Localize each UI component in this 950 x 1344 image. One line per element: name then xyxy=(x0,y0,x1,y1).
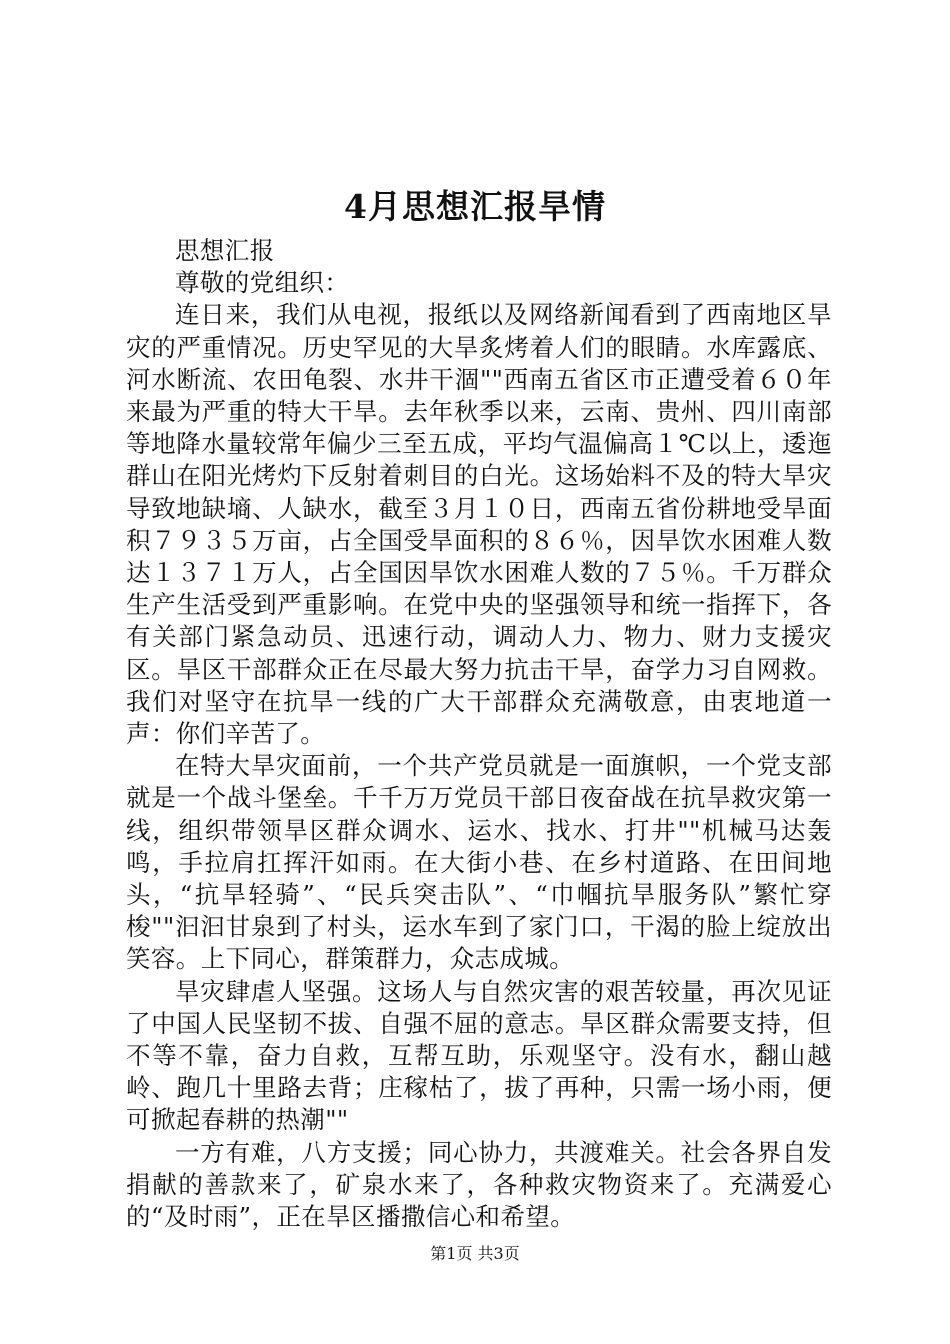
document-title: 4月思想汇报旱情 xyxy=(344,187,606,226)
paragraph-salutation: 尊敬的党组织： xyxy=(175,268,350,298)
paragraph: 一方有难，八方支援；同心协力，共渡难关。社会各界自发捐献的善款来了，矿泉水来了，各种救灾物资来了。充满爱心的“及时雨”，正在旱区播撒信心和希望。 xyxy=(126,1137,832,1232)
paragraph: 在特大旱灾面前，一个共产党员就是一面旗帜，一个党支部就是一个战斗堡垒。千千万万党员干部日夜奋战在抗旱救灾第一线，组织带领旱区群众调水、运水、找水、打井""机械马达轰鸣，手拉肩扛挥汗如雨。在大街小巷、在乡村道路、在田间地头，“抗旱轻骑”、“民兵突击队”、“巾帼抗旱服务队”繁忙穿梭""汩汩甘泉到了村头，运水车到了家门口，干渴的脸上绽放出笑容。上下同心，群策群力，众志成城。 xyxy=(126,751,832,974)
document-body xyxy=(126,235,832,1233)
page-number-footer: 第1页 共3页 xyxy=(430,1244,520,1263)
paragraph: 旱灾肆虐人坚强。这场人与自然灾害的艰苦较量，再次见证了中国人民坚韧不拔、自强不屈的意志。旱区群众需要支持，但不等不靠，奋力自救，互帮互助，乐观坚守。没有水，翻山越岭、跑几十里路去背；庄稼枯了，拔了再种，只需一场小雨，便可掀起春耕的热潮"" xyxy=(126,976,832,1135)
paragraph-heading: 思想汇报 xyxy=(175,236,275,265)
paragraph: 连日来，我们从电视，报纸以及网络新闻看到了西南地区旱灾的严重情况。历史罕见的大旱炙烤着人们的眼睛。水库露底、河水断流、农田龟裂、水井干涸""西南五省区市正遭受着６０年来最为严重的特大干旱。去年秋季以来，云南、贵州、四川南部等地降水量较常年偏少三至五成，平均气温偏高１℃以上，逶迤群山在阳光烤灼下反射着刺目的白光。这场始料不及的特大旱灾导致地缺墒、人缺水，截至３月１０日，西南五省份耕地受旱面积７９３５万亩，占全国受旱面积的８６％，因旱饮水困难人数达１３７１万人，占全国因旱饮水困难人数的７５％。千万群众生产生活受到严重影响。在党中央的坚强领导和统一指挥下，各有关部门紧急动员、迅速行动，调动人力、物力、财力支援灾区。旱区干部群众正在尽最大努力抗击干旱，奋学力习自网救。我们对坚守在抗旱一线的广大干部群众充满敬意，由衷地道一声：你们辛苦了。 xyxy=(126,300,832,749)
